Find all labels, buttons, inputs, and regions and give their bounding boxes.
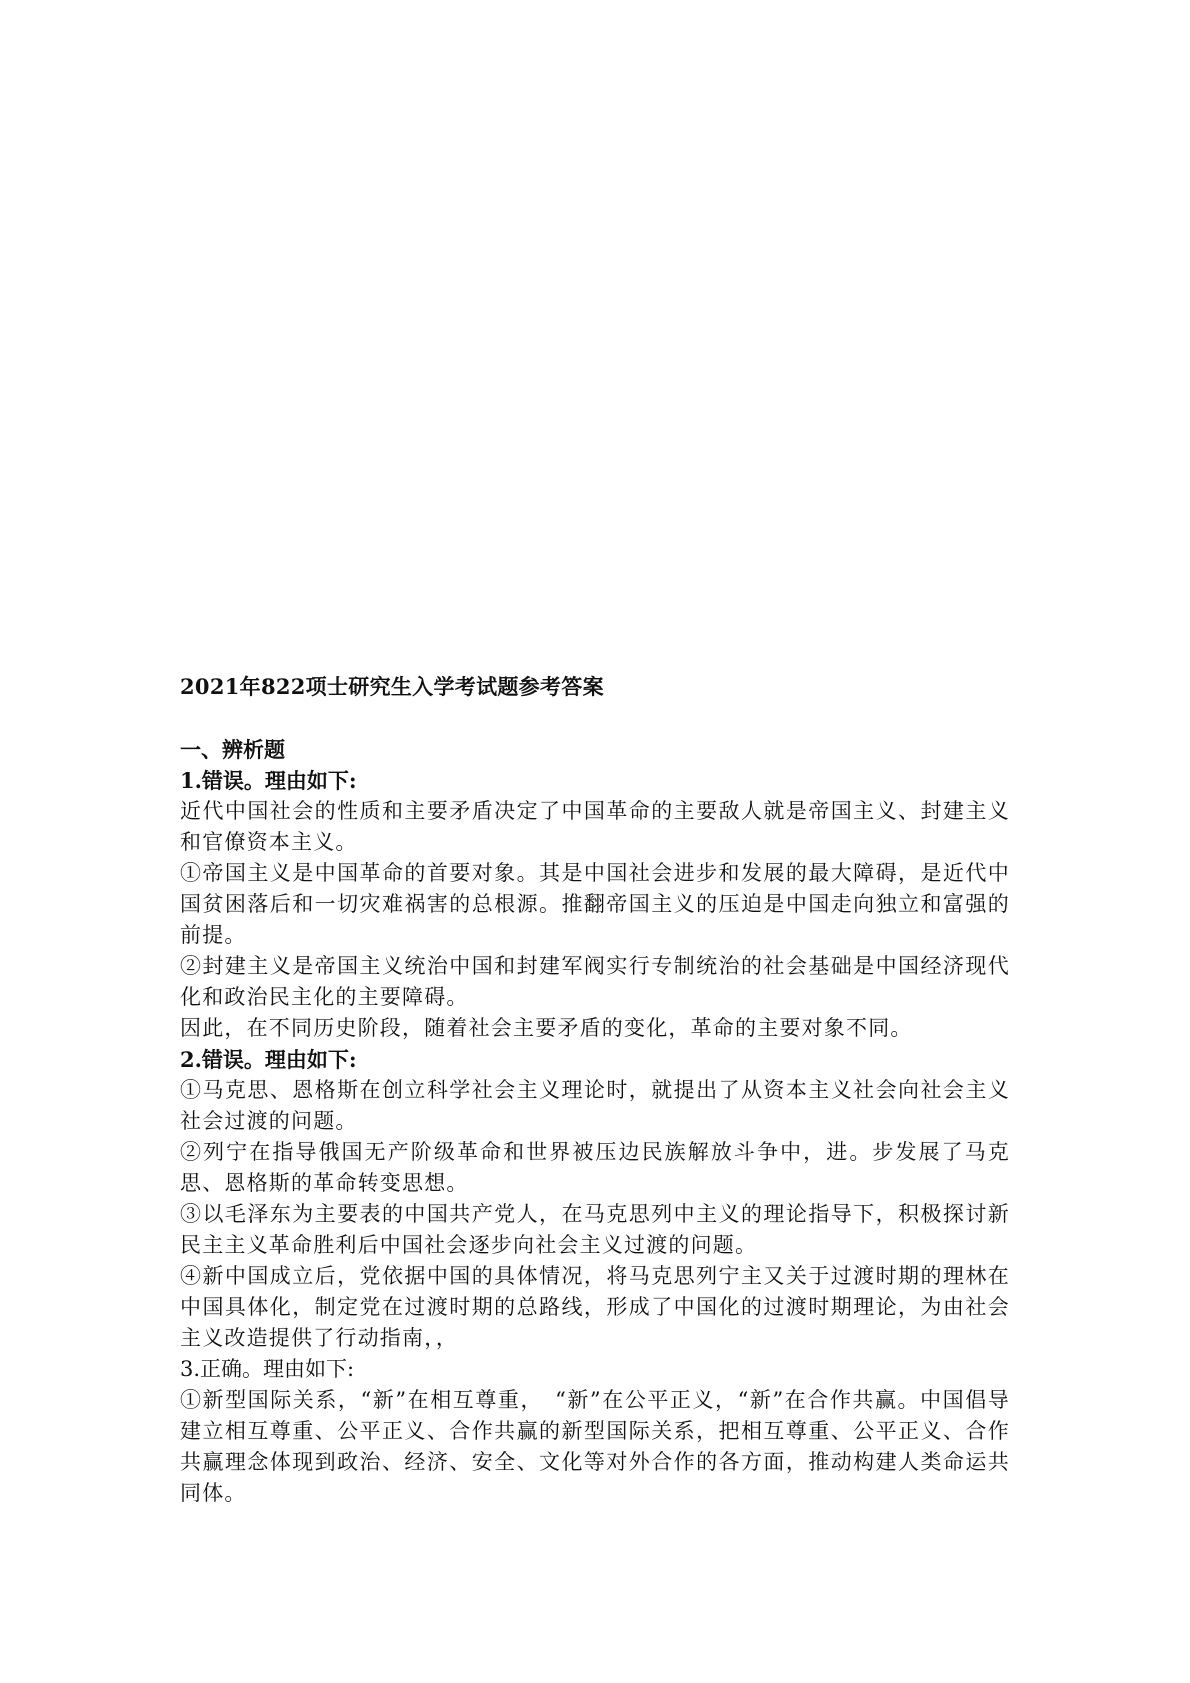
question-1-paragraph: ②封建主义是帝国主义统治中国和封建军阀实行专制统治的社会基础是中国经济现代化和政治民主化的主要障碍。 [180,954,1010,1009]
question-1-paragraph: 因此，在不同历史阶段，随着社会主要矛盾的变化，革命的主要对象不同。 [180,1016,913,1040]
question-2-paragraph: ④新中国成立后，党依据中国的具体情况，将马克思列宁主又关于过渡时期的理林在中国具体化，制定党在过渡时期的总路线，形成了中国化的过渡时期理论，为由社会主义改造提供了行动指南，， [180,1264,1010,1350]
question-1-heading: 1.错误。理由如下: [180,768,357,793]
question-1-paragraph: ①帝国主义是中国革命的首要对象。其是中国社会进步和发展的最大障碍，是近代中国贫困落后和一切灾难祸害的总根源。推翻帝国主义的压迫是中国走向独立和富强的前提。 [180,861,1010,947]
question-1-paragraph: 近代中国社会的性质和主要矛盾决定了中国革命的主要敌人就是帝国主义、封建主义和官僚资本主义。 [180,799,1010,854]
question-3-paragraph: ①新型国际关系，“新”在相互尊重， “新”在公平正义，“新”在合作共赢。中国倡导建立相互尊重、公平正义、合作共赢的新型国际关系，把相互尊重、公平正义、合作共赢理念体现到政治、经济、安全、文化等对外合作的各方面，推动构建人类命运共同体。 [180,1388,1010,1505]
question-3-heading: 3.正确。理由如下: [180,1357,355,1381]
question-2-paragraph: ③以毛泽东为主要表的中国共产党人，在马克思列中主义的理论指导下，积极探讨新民主主义革命胜利后中国社会逐步向社会主义过渡的问题。 [180,1202,1010,1257]
section-heading: 一、辨析题 [180,737,285,762]
answer-content [180,672,1010,1509]
question-2-paragraph: ①马克思、恩格斯在创立科学社会主义理论时，就提出了从资本主义社会向社会主义社会过渡的问题。 [180,1078,1010,1133]
question-2-paragraph: ②列宁在指导俄国无产阶级革命和世界被压边民族解放斗争中，进。步发展了马克思、恩格斯的革命转变思想。 [180,1140,1010,1195]
document-title: 2021年822项士研究生入学考试题参考答案 [180,674,604,699]
question-2-heading: 2.错误。理由如下: [180,1047,357,1072]
